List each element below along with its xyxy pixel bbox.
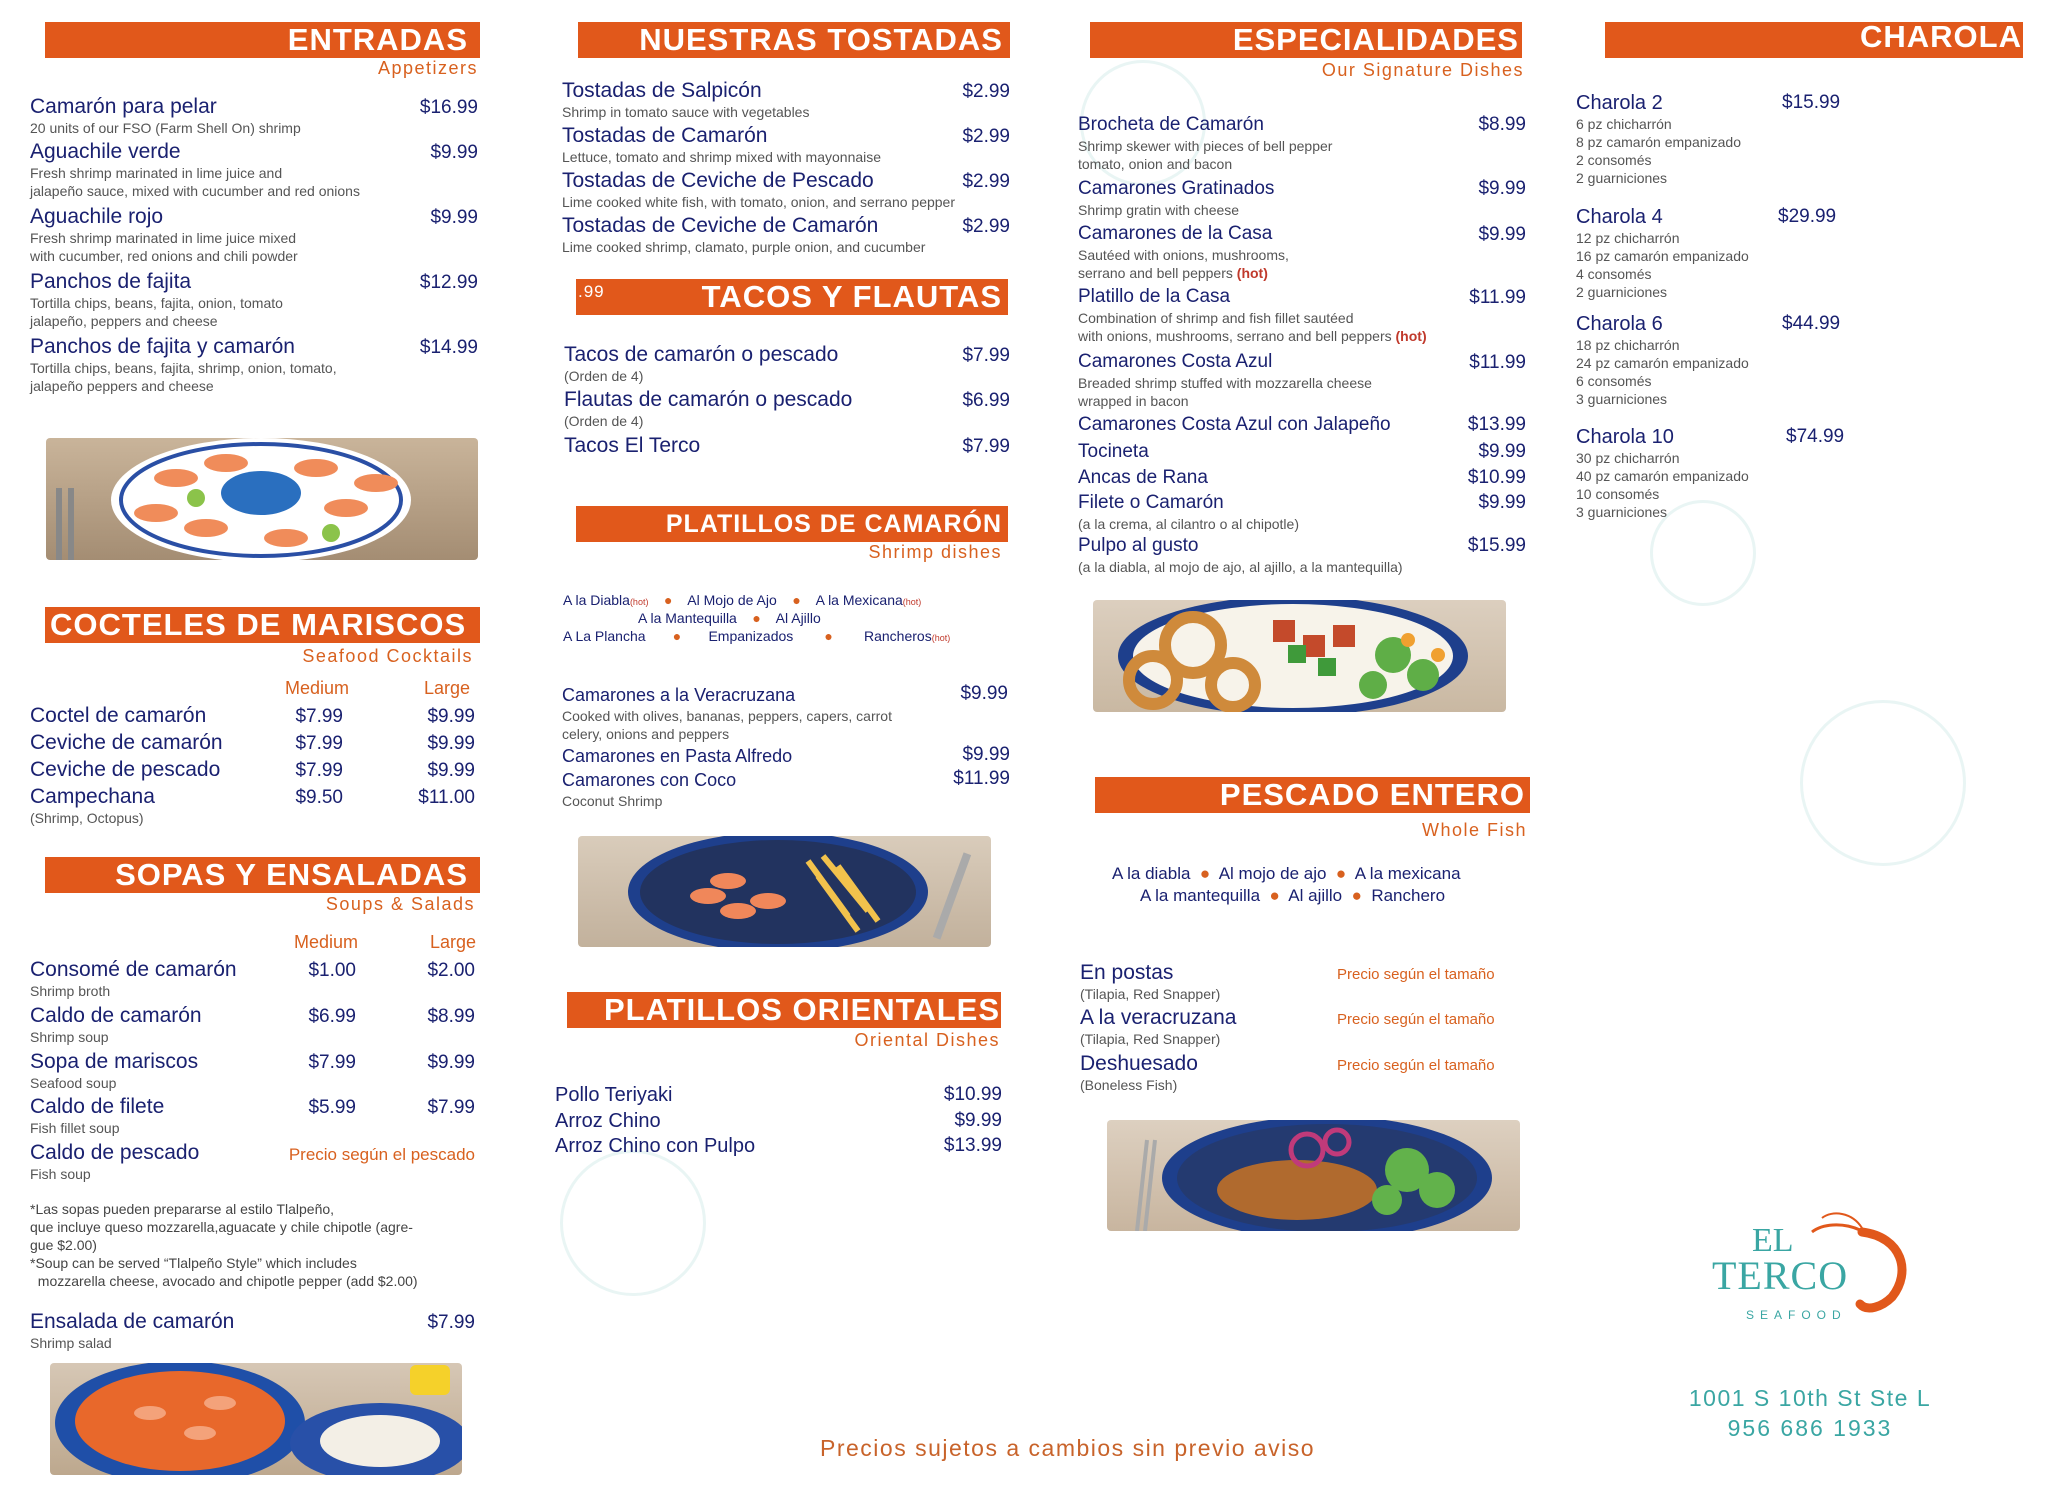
especialidades-subtitle: Our Signature Dishes (1321, 60, 1524, 80)
style-option: Al mojo de ajo (1218, 864, 1327, 883)
style-option: Al ajillo (1288, 886, 1343, 905)
sauce-line-1 (563, 592, 921, 608)
item-price-medium: $1.00 (308, 960, 356, 981)
menu-item (30, 270, 283, 330)
item-price: $9.99 (1478, 441, 1526, 462)
item-name: Camarón para pelar (30, 95, 217, 118)
item-name: Camarones Gratinados (1078, 178, 1275, 199)
item-name: Platillo de la Casa (1078, 286, 1231, 307)
item-price: $9.99 (1478, 492, 1526, 513)
item-desc: 10 consomés (1576, 486, 1660, 502)
item-name: Caldo de camarón (30, 1004, 202, 1027)
item-desc: Sautéed with onions, mushrooms, (1078, 247, 1289, 263)
item-price: $15.99 (1782, 92, 1841, 113)
item-desc: celery, onions and peppers (562, 726, 730, 742)
item-price: $2.99 (962, 126, 1010, 147)
entradas-subtitle: Appetizers (377, 58, 478, 78)
item-name: Camarones a la Veracruzana (562, 685, 796, 705)
item-price: $10.99 (943, 1084, 1002, 1105)
item-price: $2.99 (962, 171, 1010, 192)
menu-item (564, 388, 852, 430)
item-name: Deshuesado (1080, 1052, 1198, 1075)
item-name: Camarones de la Casa (1078, 223, 1273, 244)
item-desc: Lettuce, tomato and shrimp mixed with mayonnaise (562, 149, 882, 165)
item-name: Pollo Teriyaki (555, 1084, 673, 1106)
menu-item (30, 140, 360, 200)
item-price: $6.99 (962, 390, 1010, 411)
menu-item (1078, 534, 1403, 576)
menu-item (1078, 177, 1274, 219)
column-header-large: Large (424, 678, 471, 698)
item-name: Camarones con Coco (562, 770, 737, 790)
note-line: gue $2.00) (30, 1237, 97, 1253)
bullet: ● (664, 592, 673, 608)
item-desc: Tortilla chips, beans, fajita, shrimp, onion, tomato, (30, 360, 337, 376)
item-desc: Seafood soup (30, 1075, 117, 1091)
item-price-large: $7.99 (427, 1097, 475, 1118)
menu-item (562, 124, 881, 166)
item-name: Charola 6 (1576, 313, 1663, 335)
item-desc: Cooked with olives, bananas, peppers, capers, carrot (562, 708, 892, 724)
item-name: Tostadas de Camarón (562, 124, 768, 147)
item-name: Camarones Costa Azul con Jalapeño (1078, 414, 1391, 435)
menu-item (30, 1141, 199, 1183)
shrimp-cocktail-photo (46, 438, 478, 560)
item-price: $9.99 (1478, 224, 1526, 245)
menu-item (562, 683, 892, 743)
item-desc: with cucumber, red onions and chili powder (30, 248, 298, 264)
menu-item (30, 1004, 202, 1046)
item-desc: Fish soup (30, 1166, 91, 1182)
item-desc: wrapped in bacon (1078, 393, 1189, 409)
item-name: Charola 2 (1576, 92, 1663, 114)
menu-item (1078, 285, 1427, 345)
item-price: $11.99 (1469, 287, 1526, 308)
menu-item (1078, 222, 1289, 282)
hot-label: (hot) (1395, 328, 1427, 344)
item-desc: serrano and bell peppers (1078, 265, 1233, 281)
column-header-medium: Medium (285, 678, 350, 698)
item-price: $9.99 (954, 1110, 1002, 1131)
item-price: $13.99 (1467, 414, 1526, 435)
item-desc: Fresh shrimp marinated in lime juice mixed (30, 230, 297, 246)
item-desc: jalapeño peppers and cheese (30, 378, 214, 394)
item-name: Aguachile verde (30, 140, 181, 163)
item-desc: 30 pz chicharrón (1576, 450, 1680, 466)
orientales-subtitle: Oriental Dishes (854, 1030, 1000, 1050)
item-name: Tostadas de Ceviche de Pescado (562, 169, 874, 192)
menu-item (30, 335, 337, 395)
item-desc: 16 pz camarón empanizado (1576, 248, 1749, 264)
item-desc: (Orden de 4) (564, 368, 644, 384)
item-name: Tacos El Terco (564, 434, 701, 457)
item-desc: 40 pz camarón empanizado (1576, 468, 1749, 484)
soup-photo (50, 1363, 462, 1475)
logo-line-1: EL (1752, 1222, 1794, 1259)
item-name: A la veracruzana (1080, 1006, 1237, 1029)
item-name: Ancas de Rana (1078, 467, 1208, 488)
item-desc: Shrimp in tomato sauce with vegetables (562, 104, 810, 120)
column-header-large: Large (430, 932, 477, 952)
sauce-line-2 (638, 610, 821, 626)
item-name: Pulpo al gusto (1078, 535, 1199, 556)
menu-item (1576, 312, 1749, 408)
item-desc: Lime cooked white fish, with tomato, onion, and serrano pepper (562, 194, 956, 210)
entradas-title: ENTRADAS (287, 22, 468, 57)
item-name: Ceviche de pescado (30, 758, 221, 781)
item-desc: Breaded shrimp stuffed with mozzarella cheese (1078, 375, 1372, 391)
item-desc: 6 pz chicharrón (1576, 116, 1672, 132)
item-desc: (a la crema, al cilantro o al chipotle) (1078, 516, 1299, 532)
item-desc: Tortilla chips, beans, fajita, onion, tomato (30, 295, 283, 311)
orientales-title: PLATILLOS ORIENTALES (603, 992, 1000, 1027)
menu-item (1080, 1006, 1236, 1048)
camaron-title: PLATILLOS DE CAMARÓN (665, 510, 1002, 538)
sauce-option: Rancheros (864, 628, 932, 644)
style-option: Ranchero (1371, 886, 1446, 905)
item-desc: 18 pz chicharrón (1576, 337, 1680, 353)
bullet: ● (1351, 886, 1362, 905)
item-name: Coctel de camarón (30, 704, 207, 727)
note-line: *Las sopas pueden prepararse al estilo Tlalpeño, (30, 1201, 335, 1217)
item-price-medium: $6.99 (308, 1006, 356, 1027)
style-option: A la mantequilla (1140, 886, 1261, 905)
item-price: $44.99 (1782, 313, 1841, 334)
item-name: Tacos de camarón o pescado (564, 343, 839, 366)
item-price-note: Precio según el tamaño (1337, 1011, 1495, 1028)
menu-item (1078, 113, 1332, 173)
item-name: Campechana (30, 785, 155, 808)
menu-item (1576, 425, 1749, 521)
item-desc: jalapeño sauce, mixed with cucumber and red onions (30, 183, 360, 199)
charola-title: CHAROLA (1860, 19, 2022, 54)
hot-label: (hot) (931, 633, 951, 643)
item-name: Tostadas de Ceviche de Camarón (562, 214, 879, 237)
menu-item (562, 79, 809, 121)
item-price: $11.99 (953, 768, 1010, 789)
sopas-subtitle: Soups & Salads (325, 894, 475, 914)
column-header-medium: Medium (294, 932, 359, 952)
fish-styles-line-2 (1140, 886, 1445, 906)
sauce-option: Al Ajillo (775, 610, 821, 626)
item-price: $9.99 (430, 207, 478, 228)
cocteles-subtitle: Seafood Cocktails (302, 646, 473, 666)
background-decoration (560, 1150, 706, 1296)
item-price: $11.99 (1469, 352, 1526, 373)
menu-item (1576, 91, 1741, 187)
item-price-note: Precio según el tamaño (1337, 966, 1495, 983)
item-price-large: $8.99 (427, 1006, 475, 1027)
item-price: $9.99 (1478, 178, 1526, 199)
bullet: ● (1269, 886, 1280, 905)
pescado-title: PESCADO ENTERO (1219, 777, 1525, 812)
tacos-stray-text: .99 (578, 282, 605, 301)
item-price-large: $9.99 (427, 706, 475, 727)
bullet: ● (752, 610, 761, 626)
item-desc: Lime cooked shrimp, clamato, purple onion, and cucumber (562, 239, 926, 255)
item-price-note: Precio según el tamaño (1337, 1057, 1495, 1074)
item-name: Sopa de mariscos (30, 1050, 199, 1073)
sauce-option: A la Diabla (563, 592, 630, 608)
item-desc: 2 guarniciones (1576, 170, 1668, 186)
item-price-large: $2.00 (427, 960, 475, 981)
bullet: ● (1199, 864, 1211, 883)
address: 1001 S 10th St Ste L (1688, 1385, 1932, 1411)
item-price-medium: $7.99 (295, 760, 343, 781)
item-price: $13.99 (943, 1135, 1002, 1156)
el-terco-logo (1712, 1212, 1912, 1332)
item-price-large: $9.99 (427, 1052, 475, 1073)
soup-notes (30, 1200, 418, 1290)
item-desc: (Orden de 4) (564, 413, 644, 429)
item-desc: 8 pz camarón empanizado (1576, 134, 1741, 150)
style-option: A la mexicana (1354, 864, 1461, 883)
menu-item (1078, 350, 1372, 410)
item-name: Consomé de camarón (30, 958, 237, 981)
item-name: Caldo de filete (30, 1095, 165, 1118)
pescado-subtitle: Whole Fish (1421, 820, 1527, 840)
item-name: Ensalada de camarón (30, 1310, 235, 1333)
item-desc: Shrimp soup (30, 1029, 109, 1045)
item-price: $8.99 (1478, 114, 1526, 135)
item-price: $7.99 (962, 345, 1010, 366)
menu-item (30, 95, 301, 137)
cocteles-title: COCTELES DE MARISCOS (50, 607, 467, 642)
item-name: Ceviche de camarón (30, 731, 223, 754)
item-desc: (a la diabla, al mojo de ajo, al ajillo, a la mantequilla) (1078, 559, 1403, 575)
item-price-medium: $7.99 (295, 706, 343, 727)
item-desc: Fresh shrimp marinated in lime juice and (30, 165, 283, 181)
fish-styles-line-1 (1112, 864, 1461, 884)
item-price: $12.99 (419, 272, 478, 293)
item-name: En postas (1080, 961, 1174, 984)
price-disclaimer: Precios sujetos a cambios sin previo aviso (820, 1435, 1316, 1461)
hot-label: (hot) (1236, 265, 1268, 281)
background-decoration (1800, 700, 1966, 866)
menu-item (1080, 1052, 1198, 1094)
menu-item (30, 205, 298, 265)
note-line: mozzarella cheese, avocado and chipotle pepper (add $2.00) (30, 1273, 418, 1289)
item-desc: 4 consomés (1576, 266, 1652, 282)
item-name: Charola 4 (1576, 206, 1663, 228)
item-name: Filete o Camarón (1078, 492, 1224, 513)
item-desc: 2 consomés (1576, 152, 1652, 168)
item-price: $16.99 (419, 97, 478, 118)
sauce-option: A la Mexicana (815, 592, 903, 608)
tacos-title: TACOS Y FLAUTAS (701, 279, 1002, 314)
item-price-medium: $5.99 (308, 1097, 356, 1118)
item-price: $2.99 (962, 216, 1010, 237)
bullet: ● (792, 592, 801, 608)
item-price-large: $11.00 (418, 787, 475, 808)
sauce-option: A la Mantequilla (638, 610, 737, 626)
item-price: $9.99 (960, 683, 1008, 704)
menu-item (1078, 491, 1299, 533)
item-price: $2.99 (962, 81, 1010, 102)
item-name: Brocheta de Camarón (1078, 114, 1264, 135)
especialidades-title: ESPECIALIDADES (1232, 22, 1519, 57)
menu-item (1080, 961, 1220, 1003)
onion-rings-photo (1093, 600, 1506, 712)
item-desc: Coconut Shrimp (562, 793, 663, 809)
item-price: $7.99 (427, 1312, 475, 1333)
item-price: $7.99 (962, 436, 1010, 457)
menu-item (562, 768, 736, 810)
item-desc: Shrimp salad (30, 1335, 112, 1351)
item-name: Tostadas de Salpicón (562, 79, 762, 102)
item-name: Camarones en Pasta Alfredo (562, 746, 793, 766)
item-price-note: Precio según el pescado (288, 1145, 475, 1164)
bullet: ● (824, 628, 833, 644)
item-desc: 6 consomés (1576, 373, 1652, 389)
sauce-option: A La Plancha (563, 628, 646, 644)
logo-line-3: SEAFOOD (1746, 1308, 1847, 1322)
hot-label: (hot) (902, 597, 922, 607)
item-price-large: $9.99 (427, 733, 475, 754)
item-price-medium: $7.99 (308, 1052, 356, 1073)
sauce-line-3 (563, 628, 950, 644)
item-price-medium: $7.99 (295, 733, 343, 754)
item-desc: 12 pz chicharrón (1576, 230, 1680, 246)
item-desc: 24 pz camarón empanizado (1576, 355, 1749, 371)
item-name: Panchos de fajita (30, 270, 192, 293)
item-desc: 3 guarniciones (1576, 504, 1668, 520)
item-desc: (Tilapia, Red Snapper) (1080, 1031, 1221, 1047)
bullet: ● (672, 628, 682, 644)
menu-item (1576, 205, 1749, 301)
item-name: Tocineta (1078, 441, 1149, 462)
item-name: Arroz Chino (555, 1110, 661, 1132)
item-desc: 2 guarniciones (1576, 284, 1668, 300)
item-price: $15.99 (1467, 535, 1526, 556)
item-name: Flautas de camarón o pescado (564, 388, 853, 411)
menu-item (30, 1095, 164, 1137)
note-line: que incluye queso mozzarella,aguacate y chile chipotle (agre- (30, 1219, 413, 1235)
item-price: $9.99 (430, 142, 478, 163)
item-desc: with onions, mushrooms, serrano and bell peppers (1078, 328, 1392, 344)
menu-item (30, 1310, 234, 1352)
item-price: $74.99 (1786, 426, 1845, 447)
sauce-option: Empanizados (708, 628, 794, 644)
item-name: Charola 10 (1576, 426, 1674, 448)
menu-item (30, 1050, 198, 1092)
sopas-title: SOPAS Y ENSALADAS (115, 857, 468, 892)
menu-item (30, 958, 237, 1000)
item-price-medium: $9.50 (295, 787, 343, 808)
fried-fish-photo (1107, 1120, 1520, 1231)
item-desc: (Tilapia, Red Snapper) (1080, 986, 1221, 1002)
item-desc: 20 units of our FSO (Farm Shell On) shrimp (30, 120, 301, 136)
item-price: $9.99 (962, 744, 1010, 765)
item-desc: (Shrimp, Octopus) (30, 810, 144, 826)
hot-label: (hot) (629, 597, 649, 607)
logo-line-2: TERCO (1712, 1253, 1849, 1298)
camaron-subtitle: Shrimp dishes (868, 542, 1002, 562)
item-desc: (Boneless Fish) (1080, 1077, 1178, 1093)
item-name: Aguachile rojo (30, 205, 164, 228)
shrimp-plate-photo (578, 836, 991, 947)
item-desc: tomato, onion and bacon (1078, 156, 1233, 172)
menu-item (30, 785, 155, 827)
item-desc: Shrimp gratin with cheese (1078, 202, 1240, 218)
menu-item (564, 343, 838, 385)
style-option: A la diabla (1112, 864, 1191, 883)
item-price: $10.99 (1467, 467, 1526, 488)
item-desc: jalapeño, peppers and cheese (30, 313, 218, 329)
sauce-option: Al Mojo de Ajo (687, 592, 777, 608)
menu-item (562, 214, 925, 256)
item-desc: Fish fillet soup (30, 1120, 120, 1136)
item-name: Arroz Chino con Pulpo (555, 1135, 756, 1157)
item-desc: Shrimp broth (30, 983, 111, 999)
item-price: $29.99 (1778, 206, 1837, 227)
item-name: Caldo de pescado (30, 1141, 200, 1164)
bullet: ● (1335, 864, 1347, 883)
item-name: Camarones Costa Azul (1078, 351, 1273, 372)
item-price: $14.99 (419, 337, 478, 358)
item-desc: 3 guarniciones (1576, 391, 1668, 407)
item-name: Panchos de fajita y camarón (30, 335, 295, 358)
item-desc: Combination of shrimp and fish fillet sautéed (1078, 310, 1354, 326)
menu-item (562, 169, 955, 211)
item-desc: Shrimp skewer with pieces of bell pepper (1078, 138, 1333, 154)
item-price-large: $9.99 (427, 760, 475, 781)
tostadas-title: NUESTRAS TOSTADAS (639, 22, 1003, 57)
note-line: *Soup can be served “Tlalpeño Style” which includes (30, 1255, 357, 1271)
phone-number: 956 686 1933 (1727, 1415, 1893, 1441)
